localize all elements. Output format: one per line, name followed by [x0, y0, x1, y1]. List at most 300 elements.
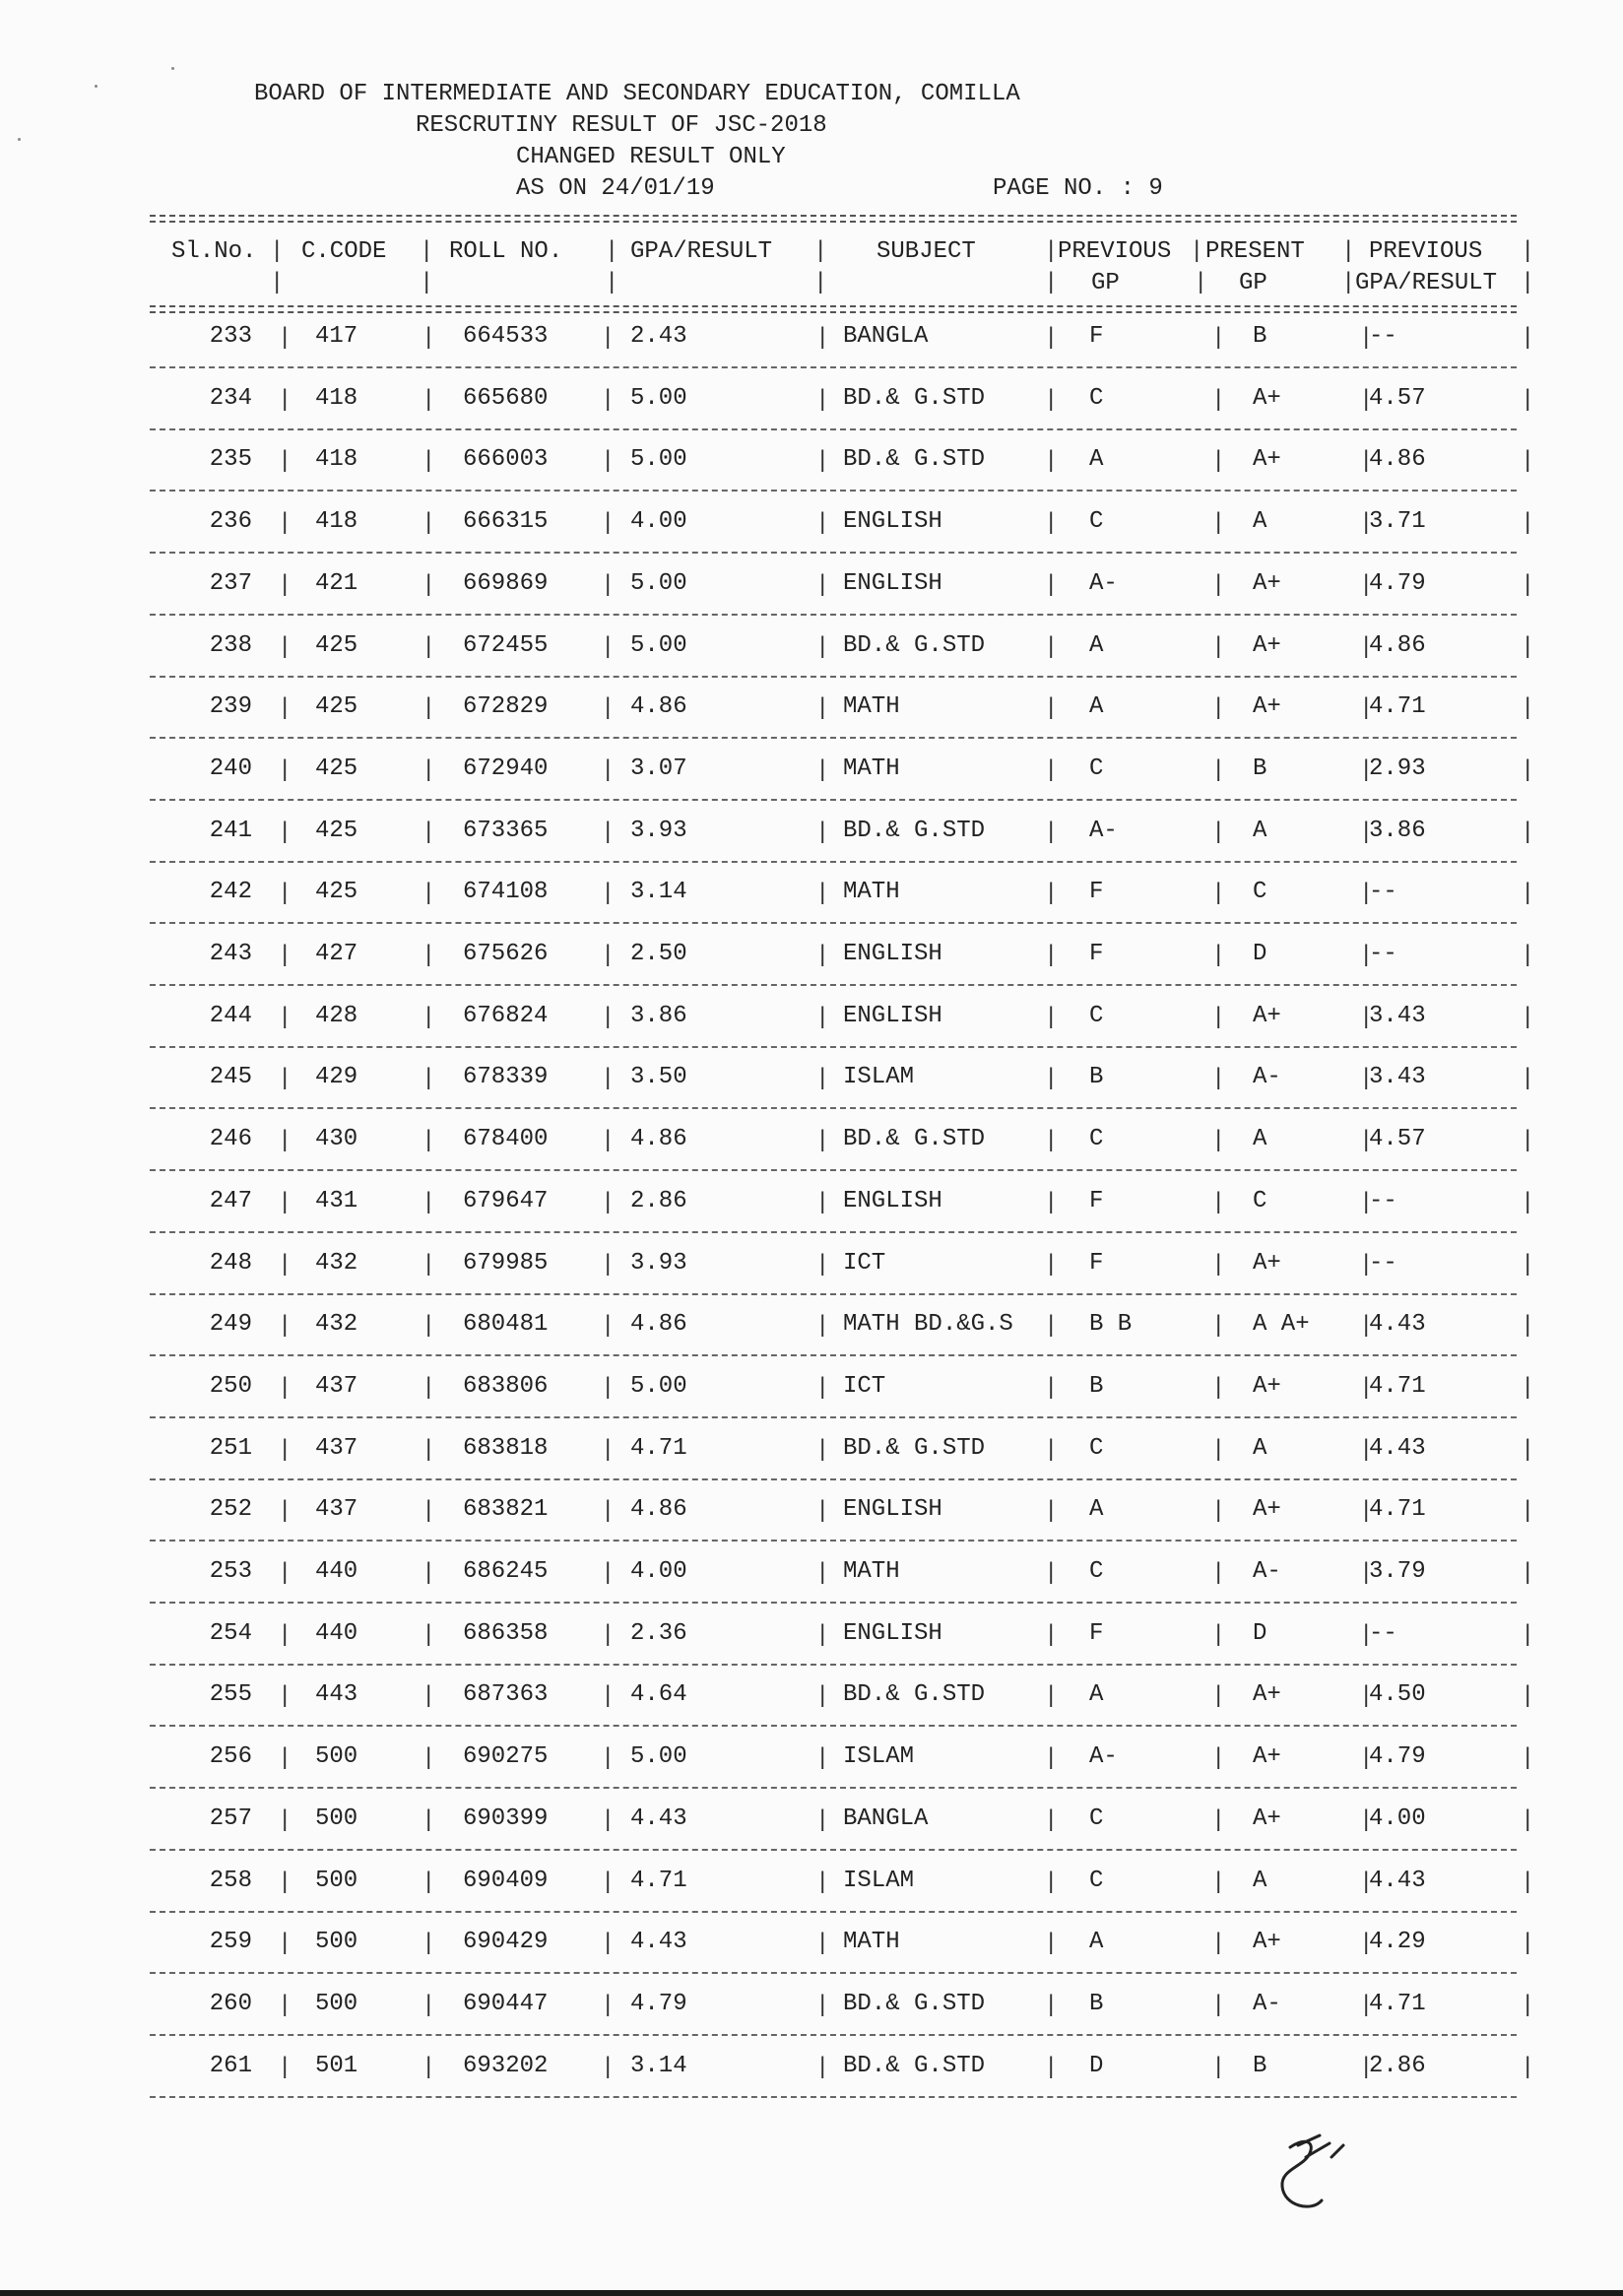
col-divider: |: [1359, 1807, 1374, 1834]
col-pres-gp: PRESENT: [1205, 238, 1305, 265]
col-pres-gp-sub: GP: [1239, 270, 1267, 296]
scan-speck: [171, 67, 174, 70]
col-divider: |: [601, 1066, 616, 1092]
col-divider: |: [815, 1993, 830, 2019]
col-divider: |: [422, 1313, 436, 1340]
cell-sl: 250: [209, 1373, 252, 1400]
col-divider: |: [815, 1005, 830, 1031]
col-divider: |: [601, 1745, 616, 1772]
cell-prevgpa: 4.00: [1369, 1805, 1426, 1832]
col-divider: |: [278, 1993, 292, 2019]
cell-prev: F: [1089, 941, 1104, 967]
row-separator: [150, 552, 1517, 554]
col-divider: |: [278, 1560, 292, 1587]
cell-subject: BD.& G.STD: [843, 385, 986, 412]
col-divider: |: [815, 757, 830, 784]
col-divider: |: [278, 1498, 292, 1525]
col-divider: |: [1359, 1252, 1374, 1279]
cell-roll: 674108: [463, 879, 549, 905]
cell-gpa: 5.00: [630, 570, 687, 597]
cell-code: 500: [315, 1743, 358, 1770]
cell-sl: 255: [209, 1681, 252, 1708]
row-separator: [150, 1231, 1517, 1233]
cell-prev: A: [1089, 632, 1104, 659]
col-divider: |: [1359, 1066, 1374, 1092]
row-separator: [150, 1354, 1517, 1356]
col-divider: |: [601, 757, 616, 784]
col-divider: |: [278, 1005, 292, 1031]
col-divider: |: [1211, 943, 1226, 969]
col-divider: |: [1044, 325, 1059, 352]
col-divider: |: [1044, 1622, 1059, 1649]
as-on-date: AS ON 24/01/19: [516, 175, 715, 202]
cell-roll: 687363: [463, 1681, 549, 1708]
col-divider: |: [1521, 1622, 1535, 1649]
cell-subject: BD.& G.STD: [843, 1991, 986, 2017]
cell-pres: A+: [1253, 1496, 1281, 1523]
cell-pres: C: [1253, 1188, 1267, 1214]
col-divider: |: [815, 1128, 830, 1154]
cell-gpa: 2.50: [630, 941, 687, 967]
table-row: [0, 943, 1623, 1004]
cell-pres: A: [1253, 1868, 1267, 1894]
col-divider: |: [1359, 387, 1374, 414]
row-separator: [150, 490, 1517, 492]
cell-prevgpa: --: [1369, 1188, 1397, 1214]
col-divider: |: [815, 387, 830, 414]
row-separator: [150, 1107, 1517, 1109]
col-divider: |: [1359, 1313, 1374, 1340]
cell-code: 428: [315, 1003, 358, 1029]
col-divider: |: [1044, 881, 1059, 907]
col-divider: |: [1044, 1066, 1059, 1092]
cell-gpa: 4.00: [630, 1558, 687, 1585]
cell-prevgpa: 4.86: [1369, 632, 1426, 659]
cell-sl: 254: [209, 1620, 252, 1647]
col-divider: |: [601, 1993, 616, 2019]
cell-sl: 242: [209, 879, 252, 905]
cell-sl: 244: [209, 1003, 252, 1029]
col-divider: |: [815, 2055, 830, 2081]
cell-prev: F: [1089, 323, 1104, 350]
row-separator: [150, 1664, 1517, 1666]
col-divider: |: [1044, 387, 1059, 414]
col-divider: |: [1521, 1993, 1535, 2019]
col-divider: |: [1521, 1128, 1535, 1154]
col-divider: |: [1044, 820, 1059, 846]
row-separator: [150, 1046, 1517, 1048]
col-divider: |: [1211, 1128, 1226, 1154]
col-divider: |: [1211, 634, 1226, 661]
col-divider: |: [1359, 757, 1374, 784]
col-divider: |: [1521, 1252, 1535, 1279]
col-divider: |: [601, 1560, 616, 1587]
cell-sl: 235: [209, 446, 252, 473]
col-divider: |: [1044, 1870, 1059, 1896]
col-divider: |: [1211, 1190, 1226, 1216]
row-separator: [150, 676, 1517, 678]
col-divider: |: [601, 1128, 616, 1154]
cell-roll: 676824: [463, 1003, 549, 1029]
col-divider: |: [422, 572, 436, 599]
col-divider: |: [1521, 1807, 1535, 1834]
col-divider: |: [601, 325, 616, 352]
cell-sl: 251: [209, 1435, 252, 1462]
col-divider: |: [1211, 757, 1226, 784]
cell-prev: A: [1089, 1496, 1104, 1523]
cell-pres: A: [1253, 1126, 1267, 1152]
exam-title: RESCRUTINY RESULT OF JSC-2018: [416, 112, 827, 139]
cell-roll: 690399: [463, 1805, 549, 1832]
cell-subject: BD.& G.STD: [843, 632, 986, 659]
col-divider: |: [815, 634, 830, 661]
col-divider: |: [1044, 510, 1059, 537]
cell-prevgpa: 2.86: [1369, 2053, 1426, 2079]
col-divider: |: [601, 1252, 616, 1279]
cell-roll: 690409: [463, 1868, 549, 1894]
cell-subject: ENGLISH: [843, 508, 942, 535]
page-number: PAGE NO. : 9: [993, 175, 1163, 202]
col-divider: |: [1194, 270, 1208, 296]
cell-code: 431: [315, 1188, 358, 1214]
col-divider: |: [1359, 820, 1374, 846]
col-divider: |: [1521, 695, 1535, 722]
col-divider: |: [1211, 1683, 1226, 1710]
cell-pres: A: [1253, 508, 1267, 535]
col-divider: |: [815, 448, 830, 475]
col-divider: |: [422, 2055, 436, 2081]
col-divider: |: [601, 881, 616, 907]
row-separator: [150, 1293, 1517, 1295]
table-row: [0, 1622, 1623, 1683]
col-divider: |: [422, 510, 436, 537]
col-divider: |: [278, 695, 292, 722]
table-row: [0, 1313, 1623, 1374]
cell-sl: 256: [209, 1743, 252, 1770]
col-divider: |: [815, 1622, 830, 1649]
col-divider: |: [601, 1375, 616, 1402]
col-divider: |: [1211, 1745, 1226, 1772]
cell-subject: ENGLISH: [843, 1496, 942, 1523]
col-divider: |: [1359, 448, 1374, 475]
col-divider: |: [278, 1683, 292, 1710]
col-divider: |: [1359, 1375, 1374, 1402]
col-divider: |: [1044, 1993, 1059, 2019]
cell-prevgpa: --: [1369, 879, 1397, 905]
cell-pres: A+: [1253, 1250, 1281, 1277]
col-divider: |: [422, 1375, 436, 1402]
col-divider: |: [1521, 634, 1535, 661]
col-divider: |: [1521, 1066, 1535, 1092]
col-divider: |: [605, 238, 619, 265]
cell-code: 425: [315, 818, 358, 844]
col-divider: |: [278, 881, 292, 907]
cell-gpa: 4.43: [630, 1929, 687, 1955]
col-divider: |: [813, 270, 828, 296]
cell-gpa: 4.71: [630, 1435, 687, 1462]
col-divider: |: [601, 1870, 616, 1896]
col-divider: |: [815, 1745, 830, 1772]
col-divider: |: [278, 634, 292, 661]
cell-code: 427: [315, 941, 358, 967]
cell-pres: D: [1253, 941, 1267, 967]
col-divider: |: [1359, 1683, 1374, 1710]
col-divider: |: [278, 820, 292, 846]
cell-sl: 237: [209, 570, 252, 597]
cell-roll: 686245: [463, 1558, 549, 1585]
cell-subject: ENGLISH: [843, 1620, 942, 1647]
col-divider: |: [1211, 1870, 1226, 1896]
col-divider: |: [601, 2055, 616, 2081]
col-prev-gpa: PREVIOUS: [1369, 238, 1483, 265]
row-separator: [150, 1911, 1517, 1913]
col-divider: |: [1359, 1437, 1374, 1464]
table-row: [0, 1807, 1623, 1869]
row-separator: [150, 1540, 1517, 1542]
cell-roll: 675626: [463, 941, 549, 967]
cell-prevgpa: --: [1369, 1620, 1397, 1647]
col-divider: |: [1044, 1190, 1059, 1216]
col-divider: |: [422, 1560, 436, 1587]
cell-prev: A: [1089, 693, 1104, 720]
table-row: [0, 881, 1623, 942]
cell-prev: C: [1089, 1805, 1104, 1832]
cell-code: 421: [315, 570, 358, 597]
cell-subject: BANGLA: [843, 323, 929, 350]
cell-prevgpa: 4.71: [1369, 1496, 1426, 1523]
cell-pres: A+: [1253, 693, 1281, 720]
row-separator: [150, 984, 1517, 986]
cell-roll: 672829: [463, 693, 549, 720]
col-divider: |: [601, 1437, 616, 1464]
cell-subject: MATH: [843, 879, 900, 905]
col-divider: |: [278, 943, 292, 969]
cell-pres: B: [1253, 323, 1267, 350]
col-divider: |: [1521, 1745, 1535, 1772]
col-divider: |: [601, 1313, 616, 1340]
cell-roll: 678400: [463, 1126, 549, 1152]
cell-code: 429: [315, 1064, 358, 1090]
col-divider: |: [1211, 1931, 1226, 1957]
cell-pres: A A+: [1253, 1311, 1310, 1338]
col-divider: |: [1211, 881, 1226, 907]
col-divider: |: [815, 1313, 830, 1340]
cell-gpa: 4.86: [630, 693, 687, 720]
col-divider: |: [1521, 1931, 1535, 1957]
cell-pres: B: [1253, 755, 1267, 782]
cell-gpa: 3.93: [630, 818, 687, 844]
cell-code: 500: [315, 1868, 358, 1894]
cell-subject: ISLAM: [843, 1868, 915, 1894]
cell-prevgpa: 4.43: [1369, 1435, 1426, 1462]
cell-pres: A+: [1253, 1681, 1281, 1708]
cell-roll: 683818: [463, 1435, 549, 1462]
table-row: [0, 510, 1623, 571]
cell-prev: A: [1089, 1929, 1104, 1955]
row-separator: [150, 799, 1517, 801]
col-divider: |: [1521, 1313, 1535, 1340]
row-separator: [150, 2096, 1517, 2098]
col-divider: |: [601, 634, 616, 661]
col-divider: |: [1359, 1870, 1374, 1896]
col-divider: |: [1521, 1560, 1535, 1587]
cell-roll: 678339: [463, 1064, 549, 1090]
cell-pres: C: [1253, 879, 1267, 905]
result-scope: CHANGED RESULT ONLY: [516, 144, 786, 170]
col-divider: |: [1044, 943, 1059, 969]
cell-pres: A-: [1253, 1991, 1281, 2017]
cell-sl: 252: [209, 1496, 252, 1523]
col-divider: |: [422, 1190, 436, 1216]
cell-gpa: 5.00: [630, 385, 687, 412]
cell-code: 417: [315, 323, 358, 350]
col-divider: |: [422, 387, 436, 414]
table-row: [0, 1252, 1623, 1313]
cell-gpa: 3.14: [630, 2053, 687, 2079]
cell-roll: 679647: [463, 1188, 549, 1214]
cell-sl: 260: [209, 1991, 252, 2017]
cell-pres: A+: [1253, 632, 1281, 659]
col-divider: |: [278, 1313, 292, 1340]
cell-roll: 665680: [463, 385, 549, 412]
col-divider: |: [601, 1622, 616, 1649]
col-divider: |: [1211, 1437, 1226, 1464]
cell-code: 418: [315, 446, 358, 473]
cell-prev: C: [1089, 1003, 1104, 1029]
col-divider: |: [1521, 387, 1535, 414]
cell-prevgpa: 4.79: [1369, 570, 1426, 597]
cell-sl: 243: [209, 941, 252, 967]
cell-roll: 666315: [463, 508, 549, 535]
col-divider: |: [1211, 2055, 1226, 2081]
cell-gpa: 4.86: [630, 1126, 687, 1152]
col-divider: |: [422, 1128, 436, 1154]
col-divider: |: [815, 1931, 830, 1957]
cell-prev: A-: [1089, 1743, 1118, 1770]
cell-gpa: 5.00: [630, 632, 687, 659]
col-divider: |: [1044, 1375, 1059, 1402]
cell-subject: ENGLISH: [843, 570, 942, 597]
col-divider: |: [422, 1005, 436, 1031]
cell-sl: 248: [209, 1250, 252, 1277]
col-divider: |: [815, 510, 830, 537]
cell-prevgpa: 4.50: [1369, 1681, 1426, 1708]
row-separator: [150, 366, 1517, 368]
cell-sl: 258: [209, 1868, 252, 1894]
cell-prev: F: [1089, 879, 1104, 905]
col-divider: |: [278, 757, 292, 784]
col-divider: |: [1521, 943, 1535, 969]
col-divider: |: [278, 1437, 292, 1464]
cell-prevgpa: 4.71: [1369, 1991, 1426, 2017]
col-divider: |: [1359, 943, 1374, 969]
col-divider: |: [1521, 1437, 1535, 1464]
cell-code: 500: [315, 1805, 358, 1832]
col-divider: |: [422, 757, 436, 784]
col-divider: |: [1359, 1931, 1374, 1957]
cell-roll: 669869: [463, 570, 549, 597]
col-divider: |: [601, 1190, 616, 1216]
scan-speck: [18, 138, 21, 141]
col-divider: |: [1359, 325, 1374, 352]
cell-pres: A+: [1253, 385, 1281, 412]
col-divider: |: [1211, 572, 1226, 599]
cell-prev: C: [1089, 508, 1104, 535]
col-prev-gp: PREVIOUS: [1058, 238, 1172, 265]
col-divider: |: [422, 325, 436, 352]
cell-code: 437: [315, 1496, 358, 1523]
cell-sl: 240: [209, 755, 252, 782]
col-prev-gp-sub: GP: [1091, 270, 1120, 296]
col-divider: |: [278, 387, 292, 414]
col-divider: |: [601, 448, 616, 475]
col-divider: |: [1359, 881, 1374, 907]
cell-roll: 693202: [463, 2053, 549, 2079]
cell-prev: B: [1089, 1991, 1104, 2017]
cell-prevgpa: 2.93: [1369, 755, 1426, 782]
col-divider: |: [815, 1807, 830, 1834]
col-divider: |: [601, 820, 616, 846]
col-divider: |: [1044, 1313, 1059, 1340]
col-divider: |: [1211, 387, 1226, 414]
col-divider: |: [422, 695, 436, 722]
col-divider: |: [1211, 1252, 1226, 1279]
col-divider: |: [1521, 1870, 1535, 1896]
cell-pres: A: [1253, 818, 1267, 844]
col-divider: |: [1211, 510, 1226, 537]
col-divider: |: [278, 1807, 292, 1834]
cell-gpa: 4.43: [630, 1805, 687, 1832]
cell-prevgpa: 3.86: [1369, 818, 1426, 844]
col-divider: |: [278, 1190, 292, 1216]
cell-pres: A+: [1253, 1929, 1281, 1955]
cell-roll: 673365: [463, 818, 549, 844]
col-divider: |: [422, 1870, 436, 1896]
cell-subject: BANGLA: [843, 1805, 929, 1832]
cell-prevgpa: 3.43: [1369, 1003, 1426, 1029]
cell-pres: A+: [1253, 1003, 1281, 1029]
cell-roll: 672940: [463, 755, 549, 782]
scan-speck: [95, 85, 97, 88]
col-divider: |: [601, 943, 616, 969]
row-separator: [150, 861, 1517, 863]
col-divider: |: [422, 1622, 436, 1649]
row-separator: [150, 1849, 1517, 1851]
col-divider: |: [422, 820, 436, 846]
col-slno: Sl.No.: [171, 238, 257, 265]
table-row: [0, 1190, 1623, 1251]
cell-roll: 690447: [463, 1991, 549, 2017]
cell-prev: D: [1089, 2053, 1104, 2079]
col-gpa: GPA/RESULT: [630, 238, 773, 265]
cell-subject: BD.& G.STD: [843, 1435, 986, 1462]
col-divider: |: [278, 1128, 292, 1154]
col-divider: |: [815, 943, 830, 969]
col-divider: |: [601, 695, 616, 722]
cell-prevgpa: 4.57: [1369, 1126, 1426, 1152]
cell-gpa: 3.14: [630, 879, 687, 905]
col-divider: |: [422, 1807, 436, 1834]
col-divider: |: [1211, 1993, 1226, 2019]
table-row: [0, 695, 1623, 756]
table-row: [0, 448, 1623, 509]
col-divider: |: [1521, 510, 1535, 537]
col-divider: |: [422, 1252, 436, 1279]
col-divider: |: [1521, 2055, 1535, 2081]
row-separator: [150, 1416, 1517, 1418]
cell-pres: A+: [1253, 446, 1281, 473]
row-separator: [150, 2034, 1517, 2036]
